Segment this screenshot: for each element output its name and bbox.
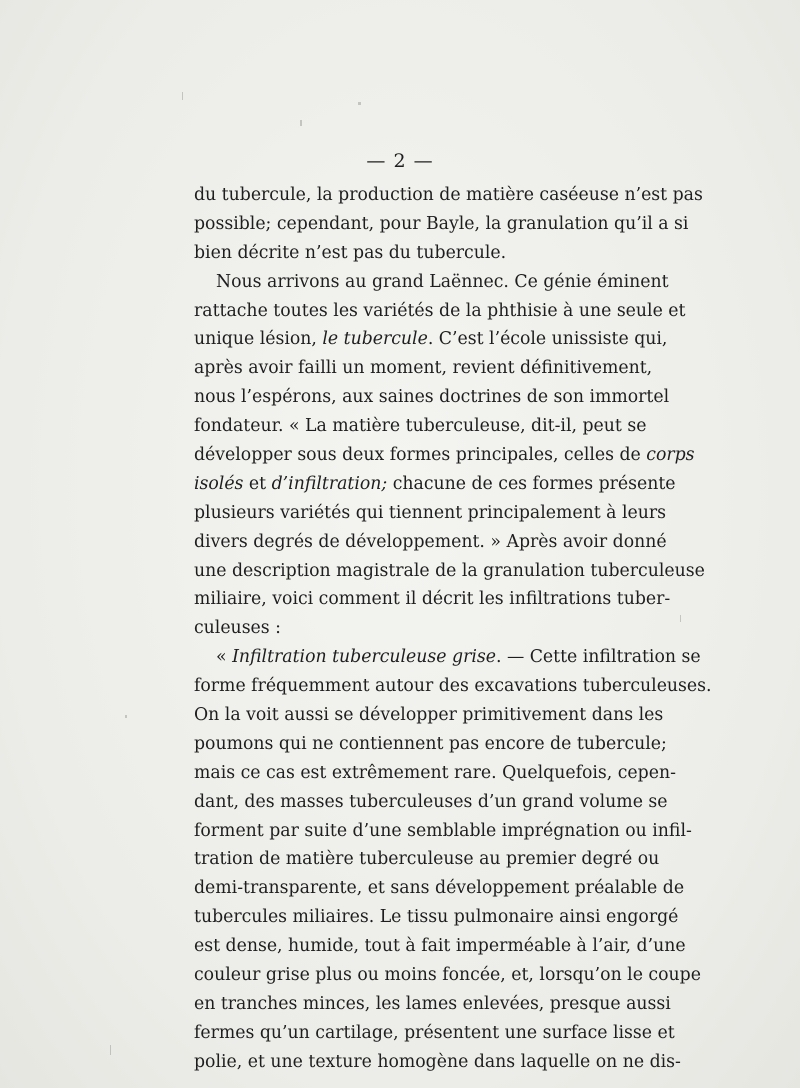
text-run: mais ce cas est extrêmement rare. Quelquefois, cepen- <box>194 762 676 783</box>
text-line <box>194 874 685 903</box>
text-run: développer sous deux formes principales, celles de <box>194 445 647 466</box>
body-text <box>194 181 712 1077</box>
text-line <box>194 383 670 412</box>
page-number: — 2 — <box>366 150 434 172</box>
scan-speck <box>110 1045 111 1055</box>
text-line <box>194 585 671 614</box>
text-run: polie, et une texture homogène dans laquelle on ne dis- <box>194 1051 681 1072</box>
text-run: miliaire, voici comment il décrit les infiltrations tuber- <box>194 589 671 610</box>
text-run: divers degrés de développement. » Après avoir donné <box>194 531 667 552</box>
text-run: une description magistrale de la granulation tuberculeuse <box>194 560 705 581</box>
text-run: Nous arrivons au grand Laënnec. Ce génie éminent <box>216 271 669 292</box>
text-line <box>194 325 668 354</box>
text-run: unique lésion, <box>194 329 323 350</box>
text-run: On la voit aussi se développer primitivement dans les <box>194 705 664 726</box>
text-line <box>194 210 689 239</box>
text-line <box>194 701 664 730</box>
text-line <box>194 470 676 499</box>
text-run: forment par suite d’une semblable imprégnation ou infil- <box>194 820 692 841</box>
text-run: demi-transparente, et sans développement préalable de <box>194 878 685 899</box>
text-line <box>194 412 647 441</box>
text-line <box>194 557 705 586</box>
italic-text: corps <box>646 445 695 466</box>
text-run: chacune de ces formes présente <box>387 473 676 494</box>
text-run: du tubercule, la production de matière caséeuse n’est pas <box>194 185 703 205</box>
italic-text: Infiltration tuberculeuse grise <box>232 647 496 668</box>
text-run: possible; cependant, pour Bayle, la granulation qu’il a si <box>194 213 689 234</box>
text-line <box>194 499 666 528</box>
text-line <box>194 643 701 672</box>
text-run: couleur grise plus ou moins foncée, et, lorsqu’on le coupe <box>194 965 701 986</box>
scan-speck <box>125 715 127 718</box>
text-line <box>194 614 621 643</box>
text-line <box>194 932 686 961</box>
scan-speck <box>300 120 302 126</box>
italic-text: isolés <box>194 473 244 494</box>
text-run: est dense, humide, tout à fait imperméable à l’air, d’une <box>194 936 686 957</box>
text-line <box>194 354 653 383</box>
text-run: et <box>243 473 272 494</box>
text-line <box>194 181 703 210</box>
text-run: bien décrite n’est pas du tubercule. <box>194 242 507 263</box>
text-line <box>194 239 621 268</box>
text-run: fondateur. « La matière tuberculeuse, dit-il, peut se <box>194 416 647 437</box>
text-run: culeuses : <box>194 618 281 639</box>
text-line <box>194 672 712 701</box>
text-run: rattache toutes les variétés de la phthisie à une seule et <box>194 300 686 321</box>
scan-speck <box>182 92 183 100</box>
italic-text: le tubercule <box>322 329 428 350</box>
text-run: nous l’espérons, aux saines doctrines de son immortel <box>194 387 670 408</box>
text-line <box>194 961 701 990</box>
text-line <box>194 759 676 788</box>
text-line <box>194 1019 675 1048</box>
text-run: tration de matière tuberculeuse au premier degré ou <box>194 849 660 870</box>
text-run: plusieurs variétés qui tiennent principalement à leurs <box>194 502 666 523</box>
text-run: dant, des masses tuberculeuses d’un grand volume se <box>194 791 668 812</box>
text-run: tubercules miliaires. Le tissu pulmonaire ainsi engorgé <box>194 907 679 928</box>
text-line <box>194 297 686 326</box>
text-line <box>194 903 679 932</box>
text-run: forme fréquemment autour des excavations tuberculeuses. <box>194 676 712 697</box>
text-run: « <box>216 647 233 668</box>
text-run: . C’est l’école unissiste qui, <box>427 329 668 350</box>
text-line <box>194 845 660 874</box>
text-run: poumons qui ne contiennent pas encore de tubercule; <box>194 733 667 754</box>
italic-text: d’infiltration; <box>271 473 388 494</box>
text-line <box>194 1048 681 1077</box>
text-run: fermes qu’un cartilage, présentent une surface lisse et <box>194 1022 675 1043</box>
text-line <box>194 788 668 817</box>
text-run: . — Cette infiltration se <box>495 647 701 668</box>
text-line <box>194 730 667 759</box>
text-run: en tranches minces, les lames enlevées, presque aussi <box>194 993 671 1014</box>
text-line <box>194 990 671 1019</box>
text-line <box>194 528 667 557</box>
text-run: après avoir failli un moment, revient définitivement, <box>194 358 653 379</box>
text-line <box>194 441 695 470</box>
scan-speck <box>680 615 681 622</box>
text-line <box>194 268 669 297</box>
scan-speck <box>358 102 361 105</box>
text-line <box>194 817 692 846</box>
